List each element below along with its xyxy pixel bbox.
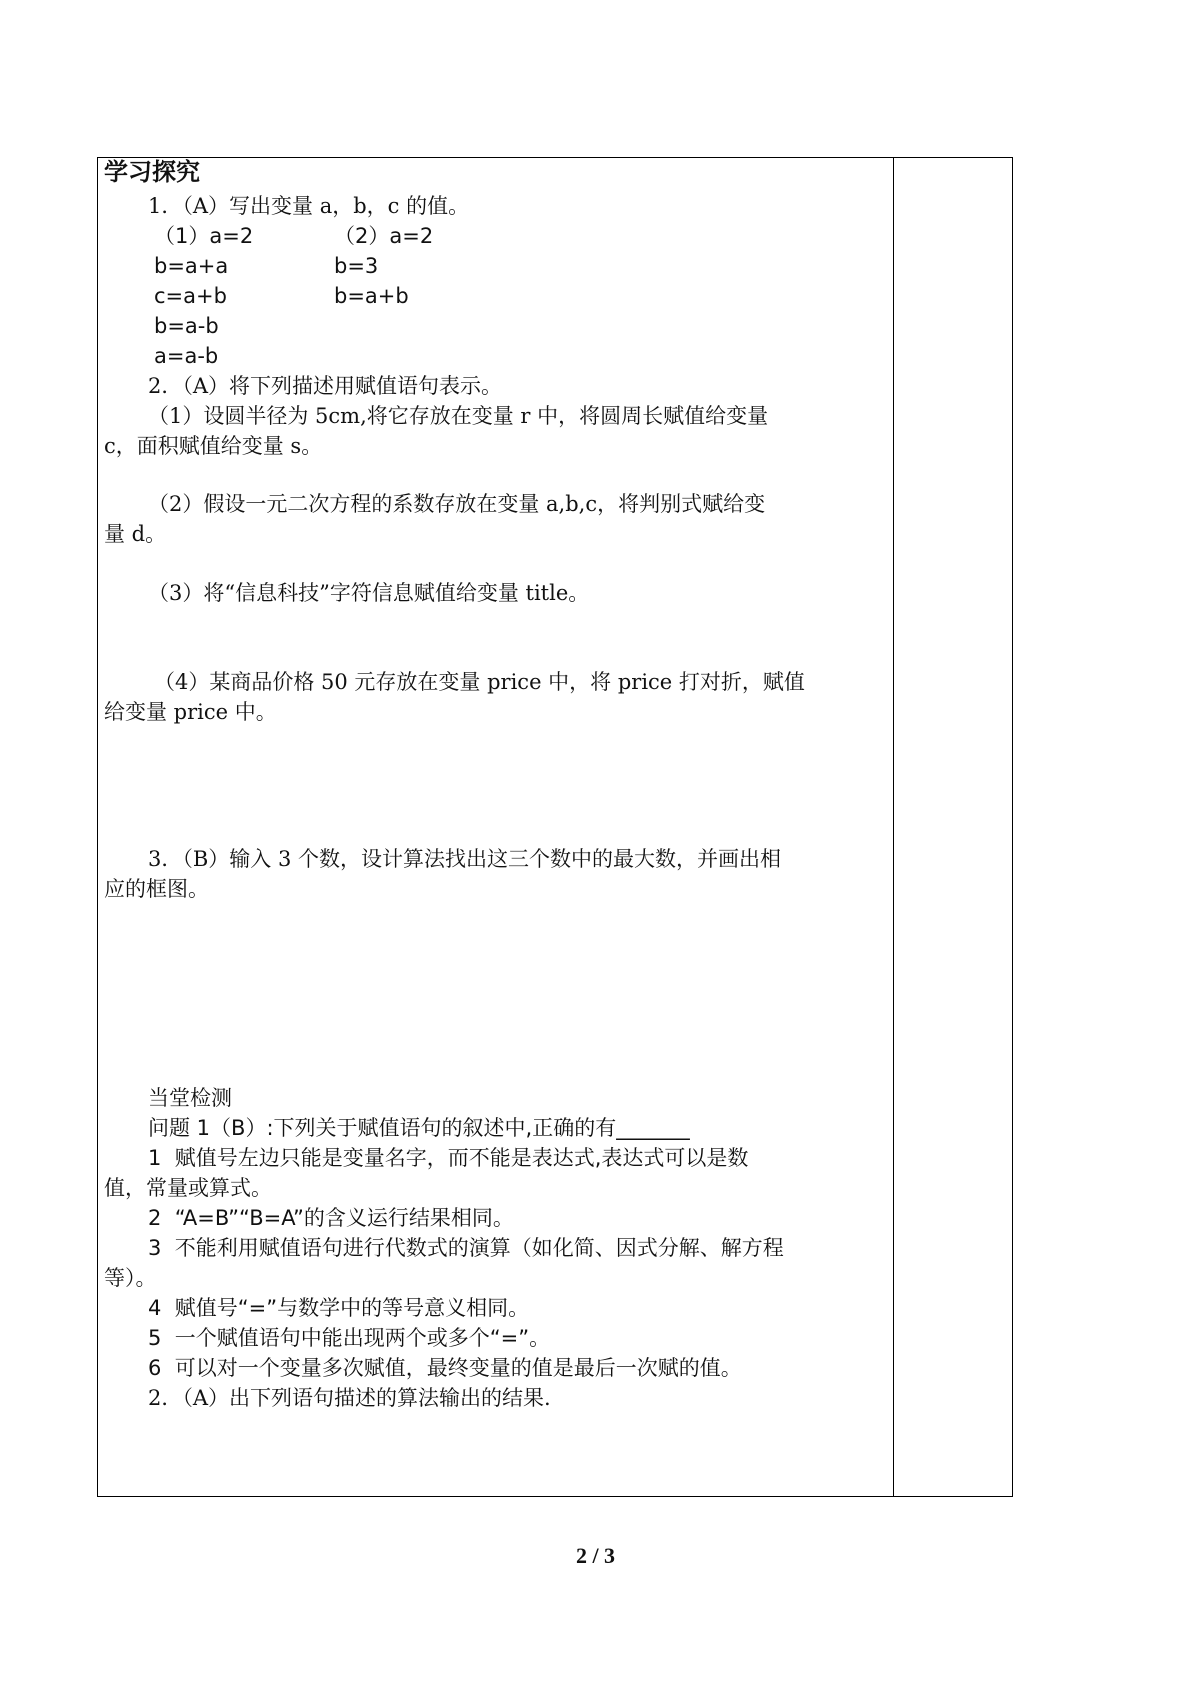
option-number: 1: [148, 1146, 162, 1170]
option-3-line2: 等）。: [104, 1266, 157, 1290]
option-6: [148, 1354, 742, 1382]
option-text: 不能利用赋值语句进行代数式的演算（如化简、因式分解、解方程: [174, 1236, 784, 1260]
q2-part2-line1: （2）假设一元二次方程的系数存放在变量 a,b,c，将判别式赋给变: [148, 492, 766, 516]
option-text: “A=B”“B=A”的含义运行结果相同。: [174, 1206, 514, 1230]
column-divider: [893, 158, 894, 1496]
check-heading: 当堂检测: [148, 1086, 232, 1110]
page-number: 2 / 3: [575, 1543, 616, 1568]
check-question-2-stem: 2．（A）出下列语句描述的算法输出的结果.: [148, 1386, 551, 1410]
q1-left-line: b=a-b: [154, 314, 219, 338]
option-text: 赋值号“=”与数学中的等号意义相同。: [174, 1296, 530, 1320]
option-number: 3: [148, 1236, 162, 1260]
q2-part4-line2: 给变量 price 中。: [104, 700, 277, 724]
option-number: 2: [148, 1206, 162, 1230]
option-4: [148, 1294, 529, 1322]
worksheet-table: [97, 157, 1013, 1497]
option-text: 赋值号左边只能是变量名字，而不能是表达式,表达式可以是数: [174, 1146, 749, 1170]
option-1-line1: [148, 1144, 748, 1172]
section-title: 学习探究: [104, 158, 200, 186]
check-question-1-stem: 问题 1（B）:下列关于赋值语句的叙述中,正确的有_______: [148, 1116, 690, 1140]
q2-part2-line2: 量 d。: [104, 522, 167, 546]
notes-column: [895, 158, 1012, 1496]
option-number: 4: [148, 1296, 162, 1320]
option-3-line1: [148, 1234, 784, 1262]
q2-part1-line1: （1）设圆半径为 5cm,将它存放在变量 r 中，将圆周长赋值给变量: [148, 404, 769, 428]
option-text: 一个赋值语句中能出现两个或多个“=”。: [174, 1326, 551, 1350]
q2-part4-line1: （4）某商品价格 50 元存放在变量 price 中，将 price 打对折，赋值: [154, 670, 805, 694]
option-number: 5: [148, 1326, 162, 1350]
question-3-line1: 3．（B）输入 3 个数，设计算法找出这三个数中的最大数，并画出相: [148, 847, 782, 871]
option-5: [148, 1324, 550, 1352]
option-number: 6: [148, 1356, 162, 1380]
q2-part3: （3）将“信息科技”字符信息赋值给变量 title。: [148, 581, 590, 605]
q1-right-line: （2）a=2: [334, 224, 434, 248]
q1-left-line: c=a+b: [154, 284, 227, 308]
option-2: [148, 1204, 514, 1232]
option-1-line2: 值，常量或算式。: [104, 1176, 272, 1200]
question-3-line2: 应的框图。: [104, 877, 209, 901]
q1-left-line: a=a-b: [154, 344, 219, 368]
option-text: 可以对一个变量多次赋值，最终变量的值是最后一次赋的值。: [174, 1356, 742, 1380]
q1-left-line: b=a+a: [154, 254, 229, 278]
q1-right-line: b=a+b: [334, 284, 409, 308]
q1-right-line: b=3: [334, 254, 379, 278]
question-2-stem: 2．（A）将下列描述用赋值语句表示。: [148, 374, 503, 398]
question-1-stem: 1．（A）写出变量 a，b，c 的值。: [148, 194, 470, 218]
q2-part1-line2: c，面积赋值给变量 s。: [104, 434, 323, 458]
q1-left-line: （1）a=2: [154, 224, 254, 248]
